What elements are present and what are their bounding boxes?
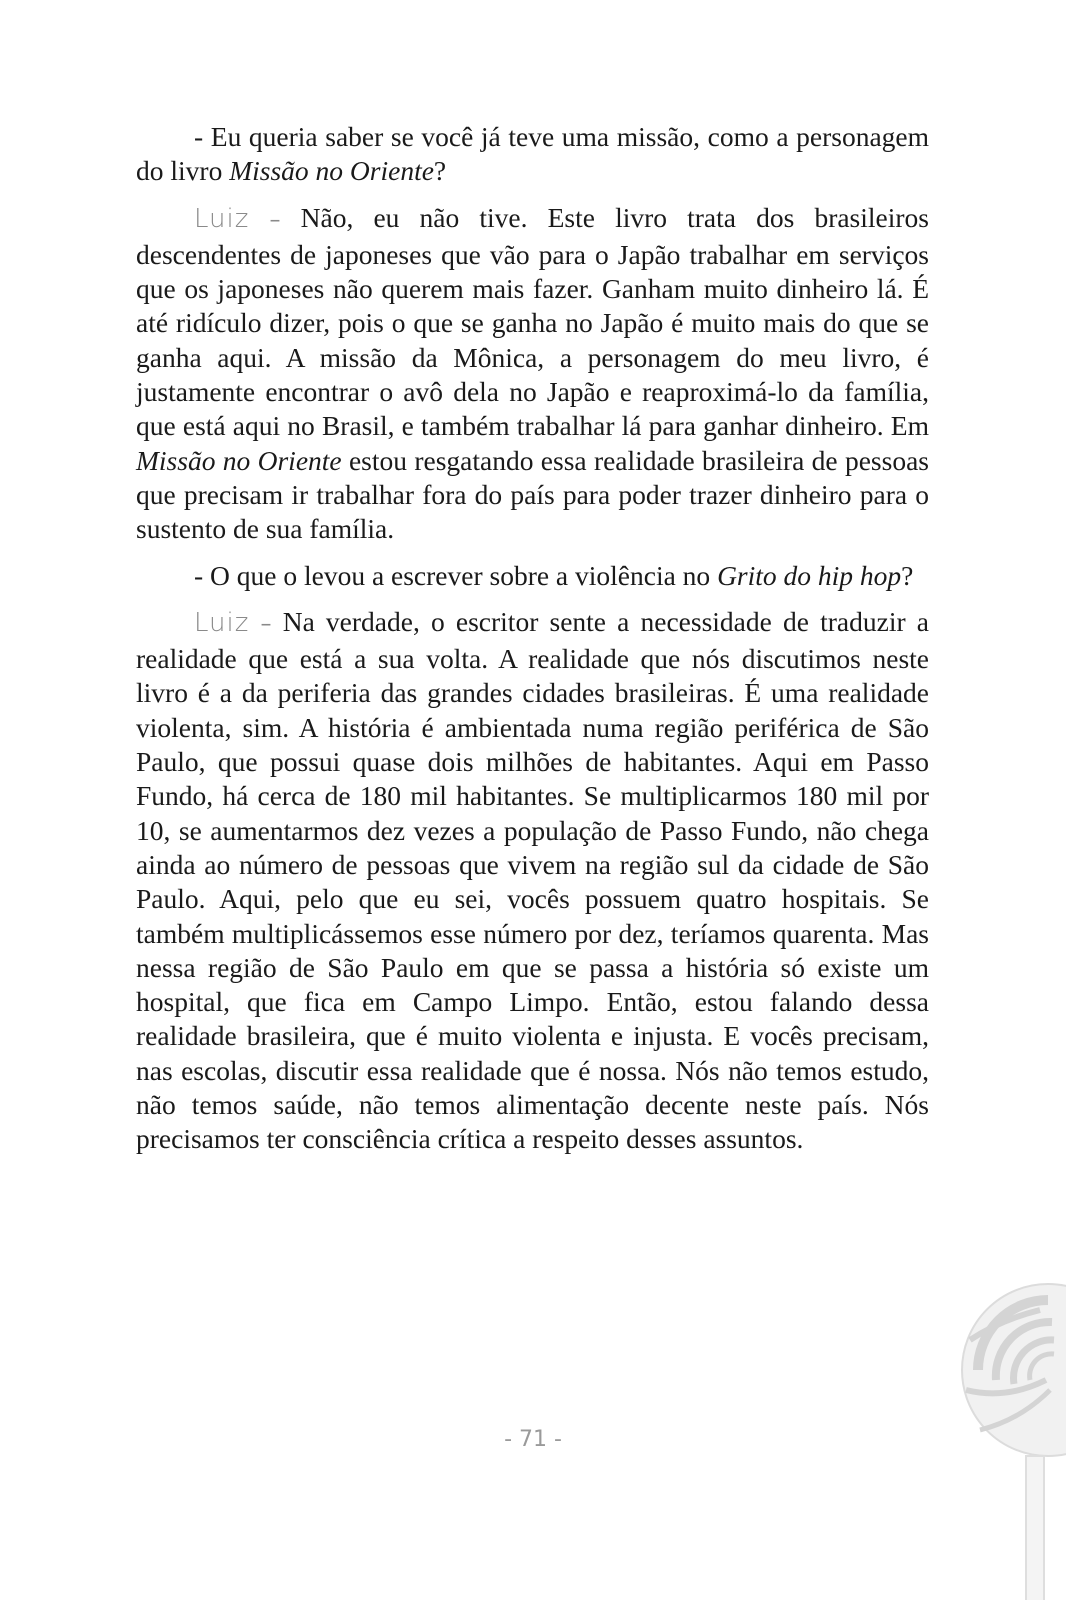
answer-text: Não, eu não tive. Este livro trata dos brasileiros descendentes de japoneses que vão para o Japão trabalhar em serviços que os japoneses não querem mais fazer. Ganham muito dinheiro lá. É até ridículo dizer, pois o que se ganha no Japão é muito mais do que se ganha aqui. A missão da Mônica, a personagem do meu livro, é justamente encontrar o avô dela no Japão e reaproximá-lo da família, que está aqui no Brasil, e também trabalhar lá para ganhar dinheiro. Em [136,201,929,442]
lollipop-icon [930,1280,1066,1600]
speaker-label: Luiz [194,203,250,234]
answer-paragraph-1 [136,201,929,547]
book-title: Grito do hip hop [717,559,902,591]
book-title: Missão no Oriente [136,444,342,476]
speaker-label: Luiz [194,607,250,638]
question-paragraph-1 [136,120,929,189]
question-paragraph-2 [136,559,929,593]
answer-paragraph-2 [136,605,929,1157]
question-end: ? [901,559,914,591]
speaker-dash: – [260,611,272,637]
speaker-dash: – [269,207,281,233]
book-title: Missão no Oriente [229,155,434,187]
body-text [136,120,929,1157]
answer-text: Na verdade, o escritor sente a necessidade de traduzir a realidade que está a sua volta. A realidade que nós discutimos neste livro é a da periferia das grandes cidades brasileiras. É uma realidade violenta, sim. A história é ambientada numa região periférica de São Paulo, que possui quase dois milhões de habitantes. Aqui em Passo Fundo, há cerca de 180 mil habitantes. Se multiplicarmos 180 mil por 10, se aumentarmos dez vezes a população de Passo Fundo, não chega ainda ao número de pessoas que vivem na região sul da cidade de São Paulo. Aqui, pelo que eu sei, vocês possuem quatro hospitais. Se também multiplicássemos esse número por dez, teríamos quarenta. Mas nessa região de São Paulo em que se passa a história só existe um hospital, que fica em Campo Limpo. Então, estou falando dessa realidade brasileira, que é muito violenta e injusta. E vocês precisam, nas escolas, discutir essa realidade que é nossa. Nós não temos estudo, não temos saúde, não temos alimentação decente neste país. Nós precisamos ter consciência crítica a respeito desses assuntos. [136,605,929,1155]
question-text: - O que o levou a escrever sobre a violência no [194,559,718,591]
page-number: - 71 - [504,1427,562,1452]
answer-text-continued: estou resgatando essa realidade brasileira de pessoas que precisam ir trabalhar fora do país para poder trazer dinheiro para o sustento de sua família. [136,444,929,545]
question-text: - Eu queria saber se você já teve uma missão, como a personagem do livro [136,121,929,187]
question-end: ? [433,155,447,187]
